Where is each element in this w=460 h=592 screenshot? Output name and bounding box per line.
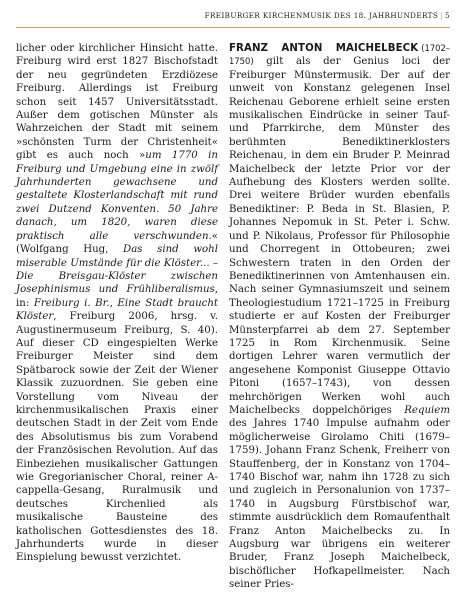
left-text-3: , in: — [16, 284, 218, 309]
page-header — [16, 7, 450, 28]
left-text-2: « (Wolfgang Hug, — [16, 230, 218, 256]
left-citation-title: Das sind wohl miserable Umstände für die Klöster... – Die Breisgau-Klöster zwischen Josephinismus und Frühliberalismus — [16, 244, 218, 296]
left-book-title: Freiburg i. Br., Eine Stadt braucht Klöster — [16, 297, 218, 323]
right-text-2: des Jahres 1740 Impulse aufnahm oder möglicherweise Girolamo Chiti (1679–1759). Johann Franz Schenk, Freiherr von Stauffenberg, der in Konstanz von 1704–1740 Bischof war, nahm ihn 1728 zu sich und zugleich in Personalunion von 1737–1740 in Augsburg Fürstbischof war, stimmte ausdrücklich dem Romaufenthalt Franz Anton Maichelbecks zu. In Augsburg war übrigens ein weiterer Bruder, Franz Joseph Maichelbeck, bischöflicher Hofkapellmeister. Nach seiner Pries- — [229, 418, 450, 591]
left-column — [16, 42, 218, 565]
left-quote-italic: um 1770 in Freiburg und Umgebung eine in zwölf Jahrhunderten gewachsene und gestaltete Klosterlandschaft mit rund zwei Dutzend Konventen. 50 Jahre danach, um 1820, waren diese praktisch alle verschwunden. — [16, 150, 218, 242]
right-column — [229, 42, 450, 592]
left-text-1: licher oder kirchlicher Hinsicht hatte. Freiburg wird erst 1827 Bischofstadt der neu gegründeten Erzdiözese Freiburg. Allerdings ist Freiburg schon seit 1457 Universitätsstadt. Außer dem gotischen Münster als Wahrzeichen der Stadt mit seinem »schönsten Turm der Christenheit« gibt es auch noch » — [16, 43, 218, 162]
section-dates: (1702–1750) — [229, 43, 450, 67]
right-work-title: Requiem — [404, 404, 450, 416]
left-text-4: , Freiburg 2006, hrsg. v. Augustinermuseum Freiburg, S. 40). Auf dieser CD eingespielten Werke Freiburger Meister sind dem Spätbarock sowie der Zeit der Wiener Klassik zuzuordnen. Sie geben eine Vorstellung vom Niveau der kirchenmusikalischen Praxis einer deutschen Stadt in der Zeit vom Ende des Absolutismus bis zum Vorabend der Französischen Revolution. Auf das Einbeziehen musikalischer Gattungen wie Gregorianischer Choral, reiner A-cappella-Gesang, Ruralmusik und deutsches Kirchenlied als musikalische Bausteine des katholischen Gottesdienstes des 18. Jahrhunderts wurde in dieser Einspielung bewusst verzichtet. — [16, 311, 218, 564]
right-paragraph — [229, 42, 450, 592]
left-paragraph — [16, 42, 218, 565]
header-separator: | — [440, 11, 444, 20]
page-number: 5 — [445, 11, 450, 20]
section-title: FRANZ ANTON MAICHELBECK — [229, 43, 419, 54]
running-title: FREIBURGER KIRCHENMUSIK DES 18. JAHRHUNDERTS — [204, 11, 439, 20]
right-text-1: gilt als der Genius loci der Freiburger Münstermusik. Der auf der unweit von Konstanz gelegenen Insel Reichenau Geborene erhielt seine ersten musikalischen Eindrücke in seiner Tauf- und Pfarrkirche, dem Münster des berühmten Benediktinerklosters Reichenau, in dem ein Bruder P. Meinrad Maichelbeck der letzte Prior vor der Aufhebung des Klosters werden sollte. Drei weitere Brüder wurden ebenfalls Benediktiner: P. Beda in St. Blasien, P. Johannes Nepomuk in St. Peter i. Schw. und P. Nikolaus, Professor für Philosophie und Chorregent in Ottobeuren; zwei Schwestern traten in den Orden der Benediktinerinnen von Amtenhausen ein. Nach seiner Gymnasiumszeit und seinem Theologiestudium 1721–1725 in Freiburg studierte er auf Kosten der Freiburger Münsterpfarrei ab dem 27. September 1725 in Rom Kirchenmusik. Seine dortigen Lehrer waren vermutlich der angesehene Komponist Giuseppe Ottavio Pitoni (1657–1743), von dessen mehrchörigen Werken wohl auch Maichelbecks doppelchöriges — [229, 56, 450, 416]
